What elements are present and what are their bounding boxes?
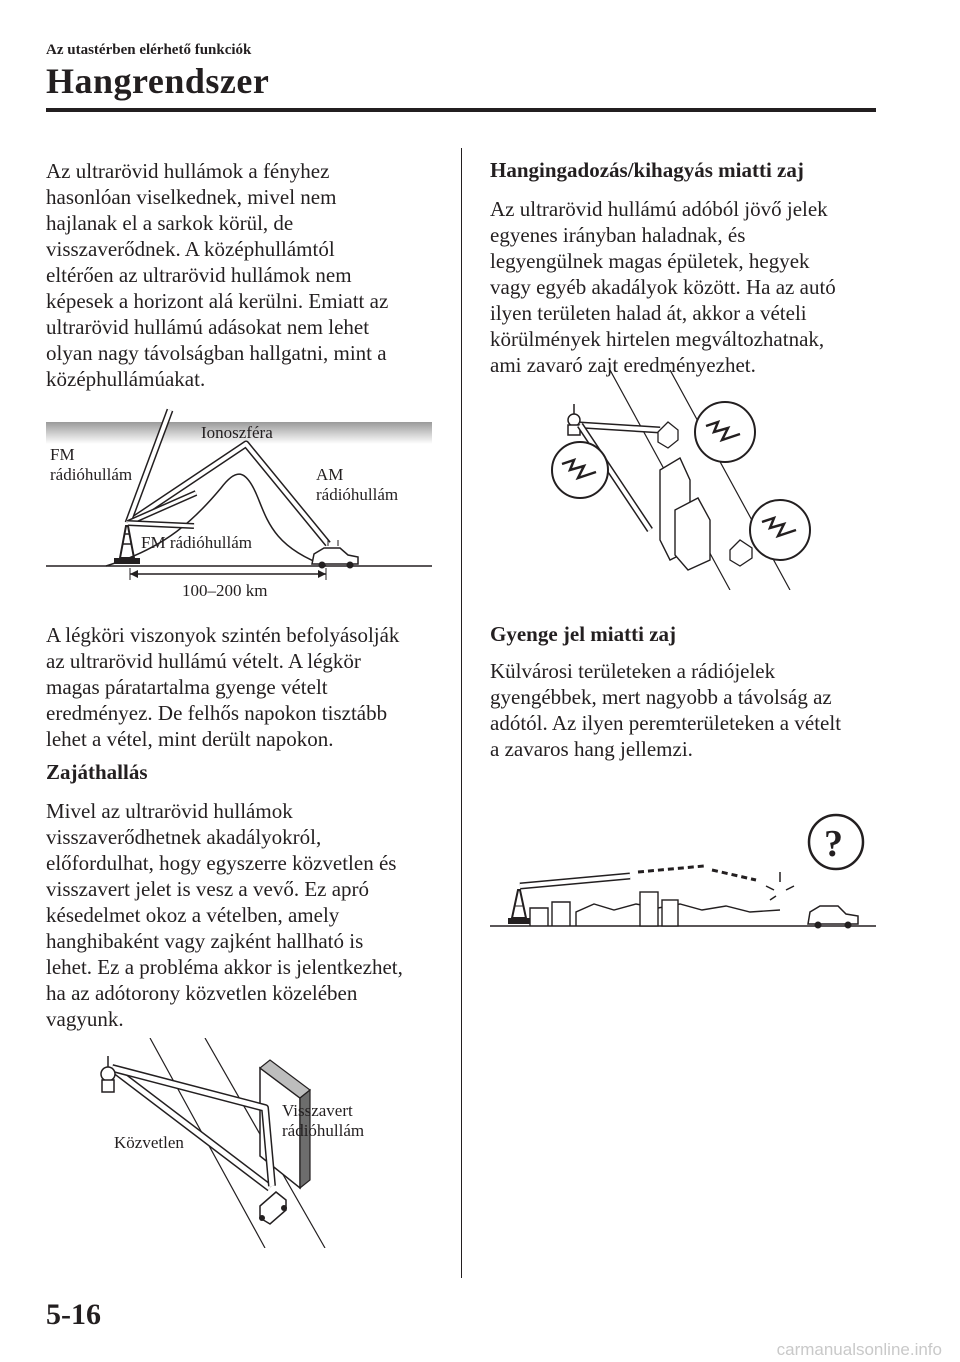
car-icon bbox=[808, 906, 858, 929]
paragraph-crosstalk: Mivel az ultrarövid hullámok visszaverődhetnek akadályokról, előfordulhat, hogy egyszerre közvetlen és visszavert jelet is vesz a vevő. Ez apró késedelmet okoz a vételben, amely hanghibaként vagy zajként hallható is lehet. Ez a probléma akkor is jelentkezhet, ha az adótorony közvetlen közelében vagyunk. bbox=[46, 799, 403, 1031]
reflected-label-line2: rádióhullám bbox=[282, 1121, 365, 1140]
paragraph-weak-signal: Külvárosi területeken a rádiójelek gyengébbek, mert nagyobb a távolság az adótól. Az ilyen peremterületeken a vételt a zavaros hang jellemzi. bbox=[490, 659, 842, 761]
heading-fading: Hangingadozás/kihagyás miatti zaj bbox=[490, 158, 804, 182]
paragraph-fading: Az ultrarövid hullámú adóból jövő jelek egyenes irányban haladnak, és legyengülnek magas épületek, hegyek vagy egyéb akadályok között. Ha az autó ilyen területen halad át, akkor a vételi körülmények hirtelen megváltozhatnak, ami zavaró zajt eredményezhet. bbox=[490, 197, 836, 377]
am-label-line1: AM bbox=[316, 465, 344, 484]
car-icon bbox=[730, 540, 752, 566]
reflected-label-line1: Visszavert bbox=[282, 1101, 353, 1120]
fm-label-line1: FM bbox=[50, 445, 75, 464]
title-rule bbox=[46, 108, 876, 112]
am-wave-arrow bbox=[128, 444, 328, 544]
am-label-line2: rádióhullám bbox=[316, 485, 399, 504]
heading-weak-signal: Gyenge jel miatti zaj bbox=[490, 622, 677, 646]
reflection-diagram bbox=[90, 1038, 390, 1248]
svg-text:?: ? bbox=[824, 823, 843, 865]
question-bubble-icon bbox=[809, 815, 863, 869]
watermark: carmanualsonline.info bbox=[776, 1340, 942, 1359]
fm-label-line2: rádióhullám bbox=[50, 465, 133, 484]
car-icon bbox=[259, 1192, 287, 1224]
page-title: Hangrendszer bbox=[46, 61, 270, 101]
radio-tower-icon bbox=[114, 526, 140, 564]
ionosphere-label: Ionoszféra bbox=[201, 423, 273, 442]
radio-tower-icon bbox=[508, 890, 530, 924]
column-divider bbox=[461, 148, 462, 1278]
section-label: Az utastérben elérhető funkciók bbox=[46, 42, 252, 58]
direct-label: Közvetlen bbox=[114, 1133, 184, 1152]
antenna-icon bbox=[568, 404, 580, 435]
car-icon bbox=[658, 422, 678, 448]
noise-bubble-icon bbox=[750, 500, 810, 560]
antenna-icon bbox=[101, 1056, 115, 1092]
car-icon bbox=[312, 540, 358, 569]
noise-bubble-icon bbox=[695, 402, 755, 462]
building-icon bbox=[660, 458, 710, 570]
weak-signal-diagram bbox=[490, 812, 876, 932]
paragraph-atmosphere: A légköri viszonyok szintén befolyásolják az ultrarövid hullámú vételt. A légkör magas páratartalma gyenge vételt eredményez. De felhős napokon tisztább lehet a vétel, mint derült napokon. bbox=[46, 623, 400, 751]
heading-crosstalk: Zajáthallás bbox=[46, 760, 148, 784]
page-number: 5-16 bbox=[46, 1298, 101, 1331]
ionosphere-diagram bbox=[46, 398, 432, 608]
noise-burst-icon bbox=[766, 872, 794, 900]
fading-diagram bbox=[540, 370, 830, 590]
fm-ground-label: FM rádióhullám bbox=[141, 533, 252, 552]
weak-signal-arrow bbox=[638, 866, 704, 872]
paragraph-vhf-behaviour: Az ultrarövid hullámok a fényhez hasonlóan viselkednek, mivel nem hajlanak el a sarkok körül, de visszaverődnek. A középhullámtól eltérően az ultrarövid hullámok nem képesek a horizont alá kerülni. Emiatt az ultrarövid hullámú adásokat nem lehet olyan nagy távolságban hallgatni, mint a középhullámúakat. bbox=[46, 159, 389, 391]
noise-bubble-icon bbox=[552, 442, 608, 498]
distance-label: 100–200 km bbox=[182, 581, 268, 600]
